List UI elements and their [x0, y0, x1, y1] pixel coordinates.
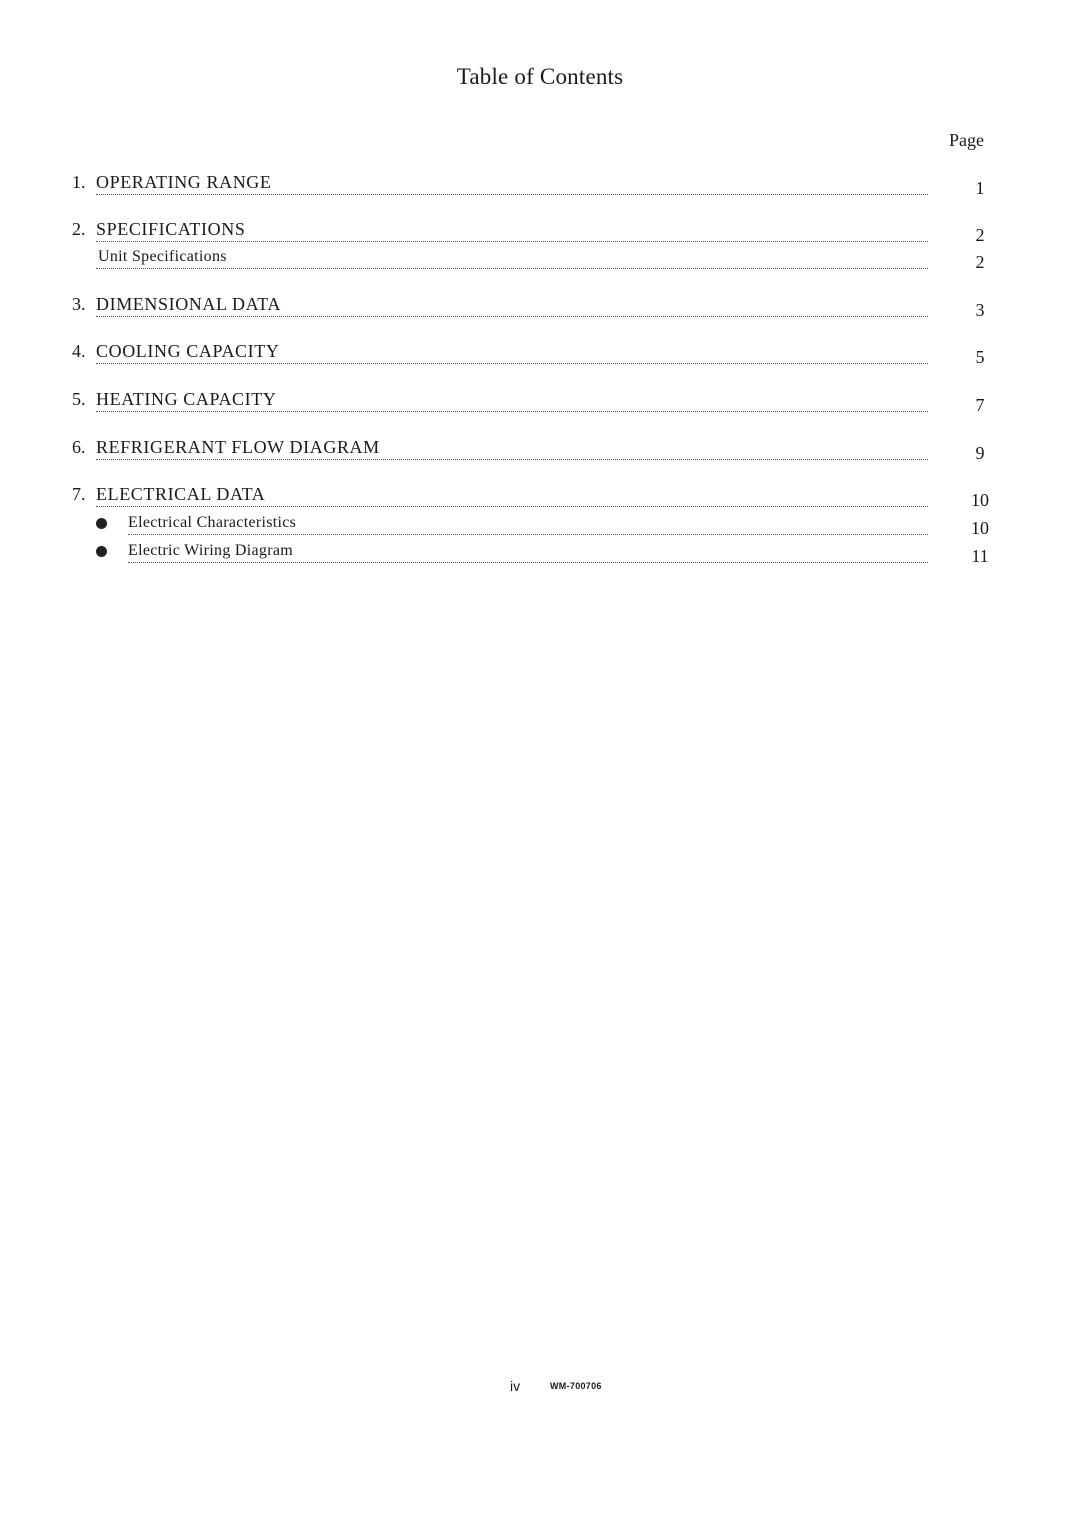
toc-entry-label: Electrical Characteristics — [128, 514, 299, 532]
toc-subentry-electrical-characteristics[interactable] — [0, 512, 1080, 536]
toc-entry-refrigerant-flow-diagram[interactable] — [0, 437, 1080, 461]
toc-entry-number: 5. — [72, 389, 86, 409]
bullet-icon — [96, 546, 107, 557]
toc-entry-page: 7 — [975, 395, 985, 415]
toc-entry-label: HEATING CAPACITY — [96, 389, 279, 410]
toc-entry-page: 10 — [971, 490, 989, 510]
toc-entry-number: 4. — [72, 341, 86, 361]
toc-entry-label: Unit Specifications — [98, 248, 230, 266]
toc-entry-operating-range[interactable] — [0, 172, 1080, 196]
footer-document-code: WM-700706 — [550, 1381, 602, 1391]
toc-entry-label: SPECIFICATIONS — [96, 219, 248, 240]
toc-entry-page: 5 — [975, 347, 985, 367]
toc-entry-page: 9 — [975, 443, 985, 463]
toc-entry-page: 1 — [975, 178, 985, 198]
toc-entry-page: 10 — [971, 518, 989, 538]
toc-entry-number: 1. — [72, 172, 86, 192]
toc-entry-number: 2. — [72, 219, 86, 239]
toc-entry-specifications[interactable] — [0, 219, 1080, 243]
toc-entry-label: COOLING CAPACITY — [96, 341, 282, 362]
toc-entry-heating-capacity[interactable] — [0, 389, 1080, 413]
toc-entry-cooling-capacity[interactable] — [0, 341, 1080, 365]
toc-entry-dimensional-data[interactable] — [0, 294, 1080, 318]
toc-entry-number: 6. — [72, 437, 86, 457]
toc-entry-number: 3. — [72, 294, 86, 314]
page-footer — [0, 1378, 1080, 1398]
toc-entry-number: 7. — [72, 484, 86, 504]
toc-entry-electrical-data[interactable] — [0, 484, 1080, 508]
toc-entry-page: 3 — [975, 300, 985, 320]
toc-entry-label: Electric Wiring Diagram — [128, 542, 296, 560]
page-title: Table of Contents — [456, 64, 624, 89]
toc-entry-page: 11 — [971, 546, 989, 566]
toc-entry-label: ELECTRICAL DATA — [96, 484, 268, 505]
bullet-icon — [96, 518, 107, 529]
toc-entry-label: DIMENSIONAL DATA — [96, 294, 284, 315]
footer-page-number: iv — [510, 1378, 521, 1394]
toc-entry-page: 2 — [975, 225, 985, 245]
toc-subentry-unit-specifications[interactable] — [0, 246, 1080, 270]
toc-entry-page: 2 — [975, 252, 985, 272]
toc-entry-label: REFRIGERANT FLOW DIAGRAM — [96, 437, 383, 458]
toc-subentry-electric-wiring-diagram[interactable] — [0, 540, 1080, 564]
page-column-header: Page — [949, 130, 984, 150]
toc-entry-label: OPERATING RANGE — [96, 172, 275, 193]
